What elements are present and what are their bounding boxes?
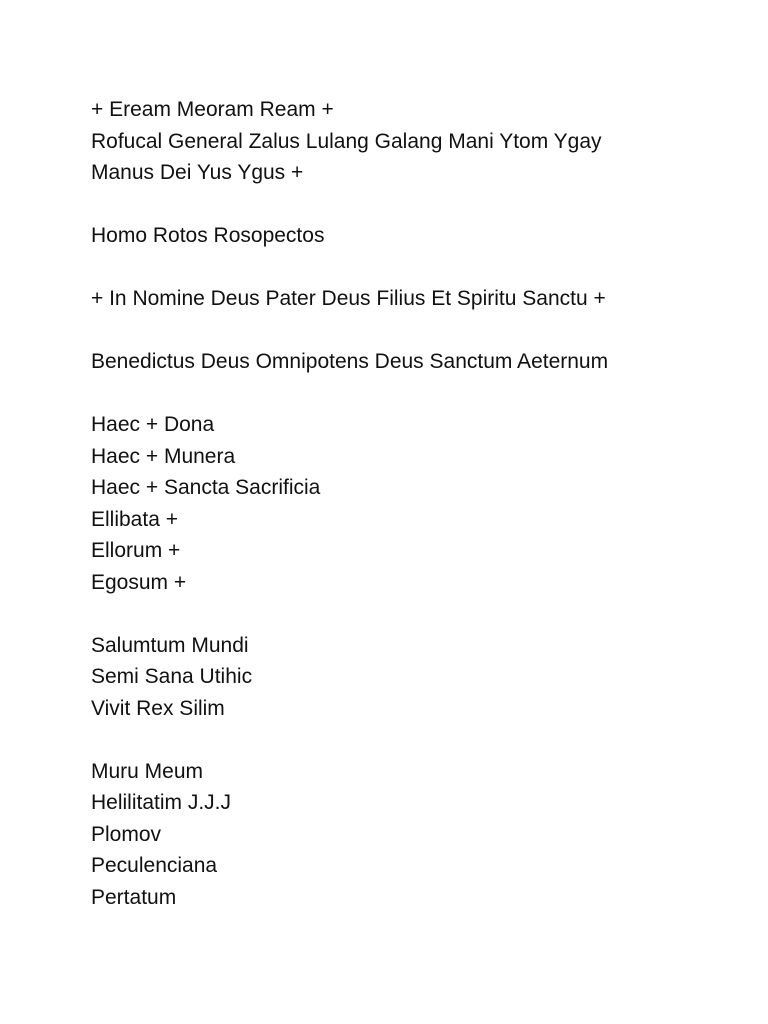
document-text	[91, 94, 731, 913]
text-line: Semi Sana Utihic	[91, 665, 253, 688]
text-line: Egosum +	[91, 570, 187, 594]
blank-line	[91, 724, 731, 756]
text-line: Peculenciana	[91, 854, 218, 877]
blank-line	[91, 252, 731, 284]
text-line: + In Nomine Deus Pater Deus Filius Et Spiritu Sanctu +	[91, 287, 606, 310]
text-line: Homo Rotos Rosopectos	[91, 224, 325, 247]
blank-line	[91, 315, 731, 347]
text-line: Rofucal General Zalus Lulang Galang Mani Ytom Ygay	[91, 129, 602, 153]
text-line: Muru Meum	[91, 759, 204, 783]
text-line: Ellibata +	[91, 507, 178, 531]
blank-line	[91, 378, 731, 410]
text-line: Manus Dei Yus Ygus +	[91, 161, 304, 184]
text-line: Plomov	[91, 822, 162, 846]
text-line: Haec + Sancta Sacrificia	[91, 476, 321, 499]
text-line: Vivit Rex Silim	[91, 696, 225, 720]
text-line: + Eream Meoram Ream +	[91, 98, 334, 121]
text-line: Helilitatim J.J.J	[91, 791, 232, 814]
text-line: Haec + Dona	[91, 413, 215, 436]
blank-line	[91, 598, 731, 630]
text-line: Salumtum Mundi	[91, 633, 249, 657]
text-line: Benedictus Deus Omnipotens Deus Sanctum Aeternum	[91, 350, 609, 373]
text-line: Ellorum +	[91, 539, 181, 562]
text-line: Haec + Munera	[91, 444, 236, 468]
blank-line	[91, 189, 731, 221]
text-line: Pertatum	[91, 885, 177, 909]
